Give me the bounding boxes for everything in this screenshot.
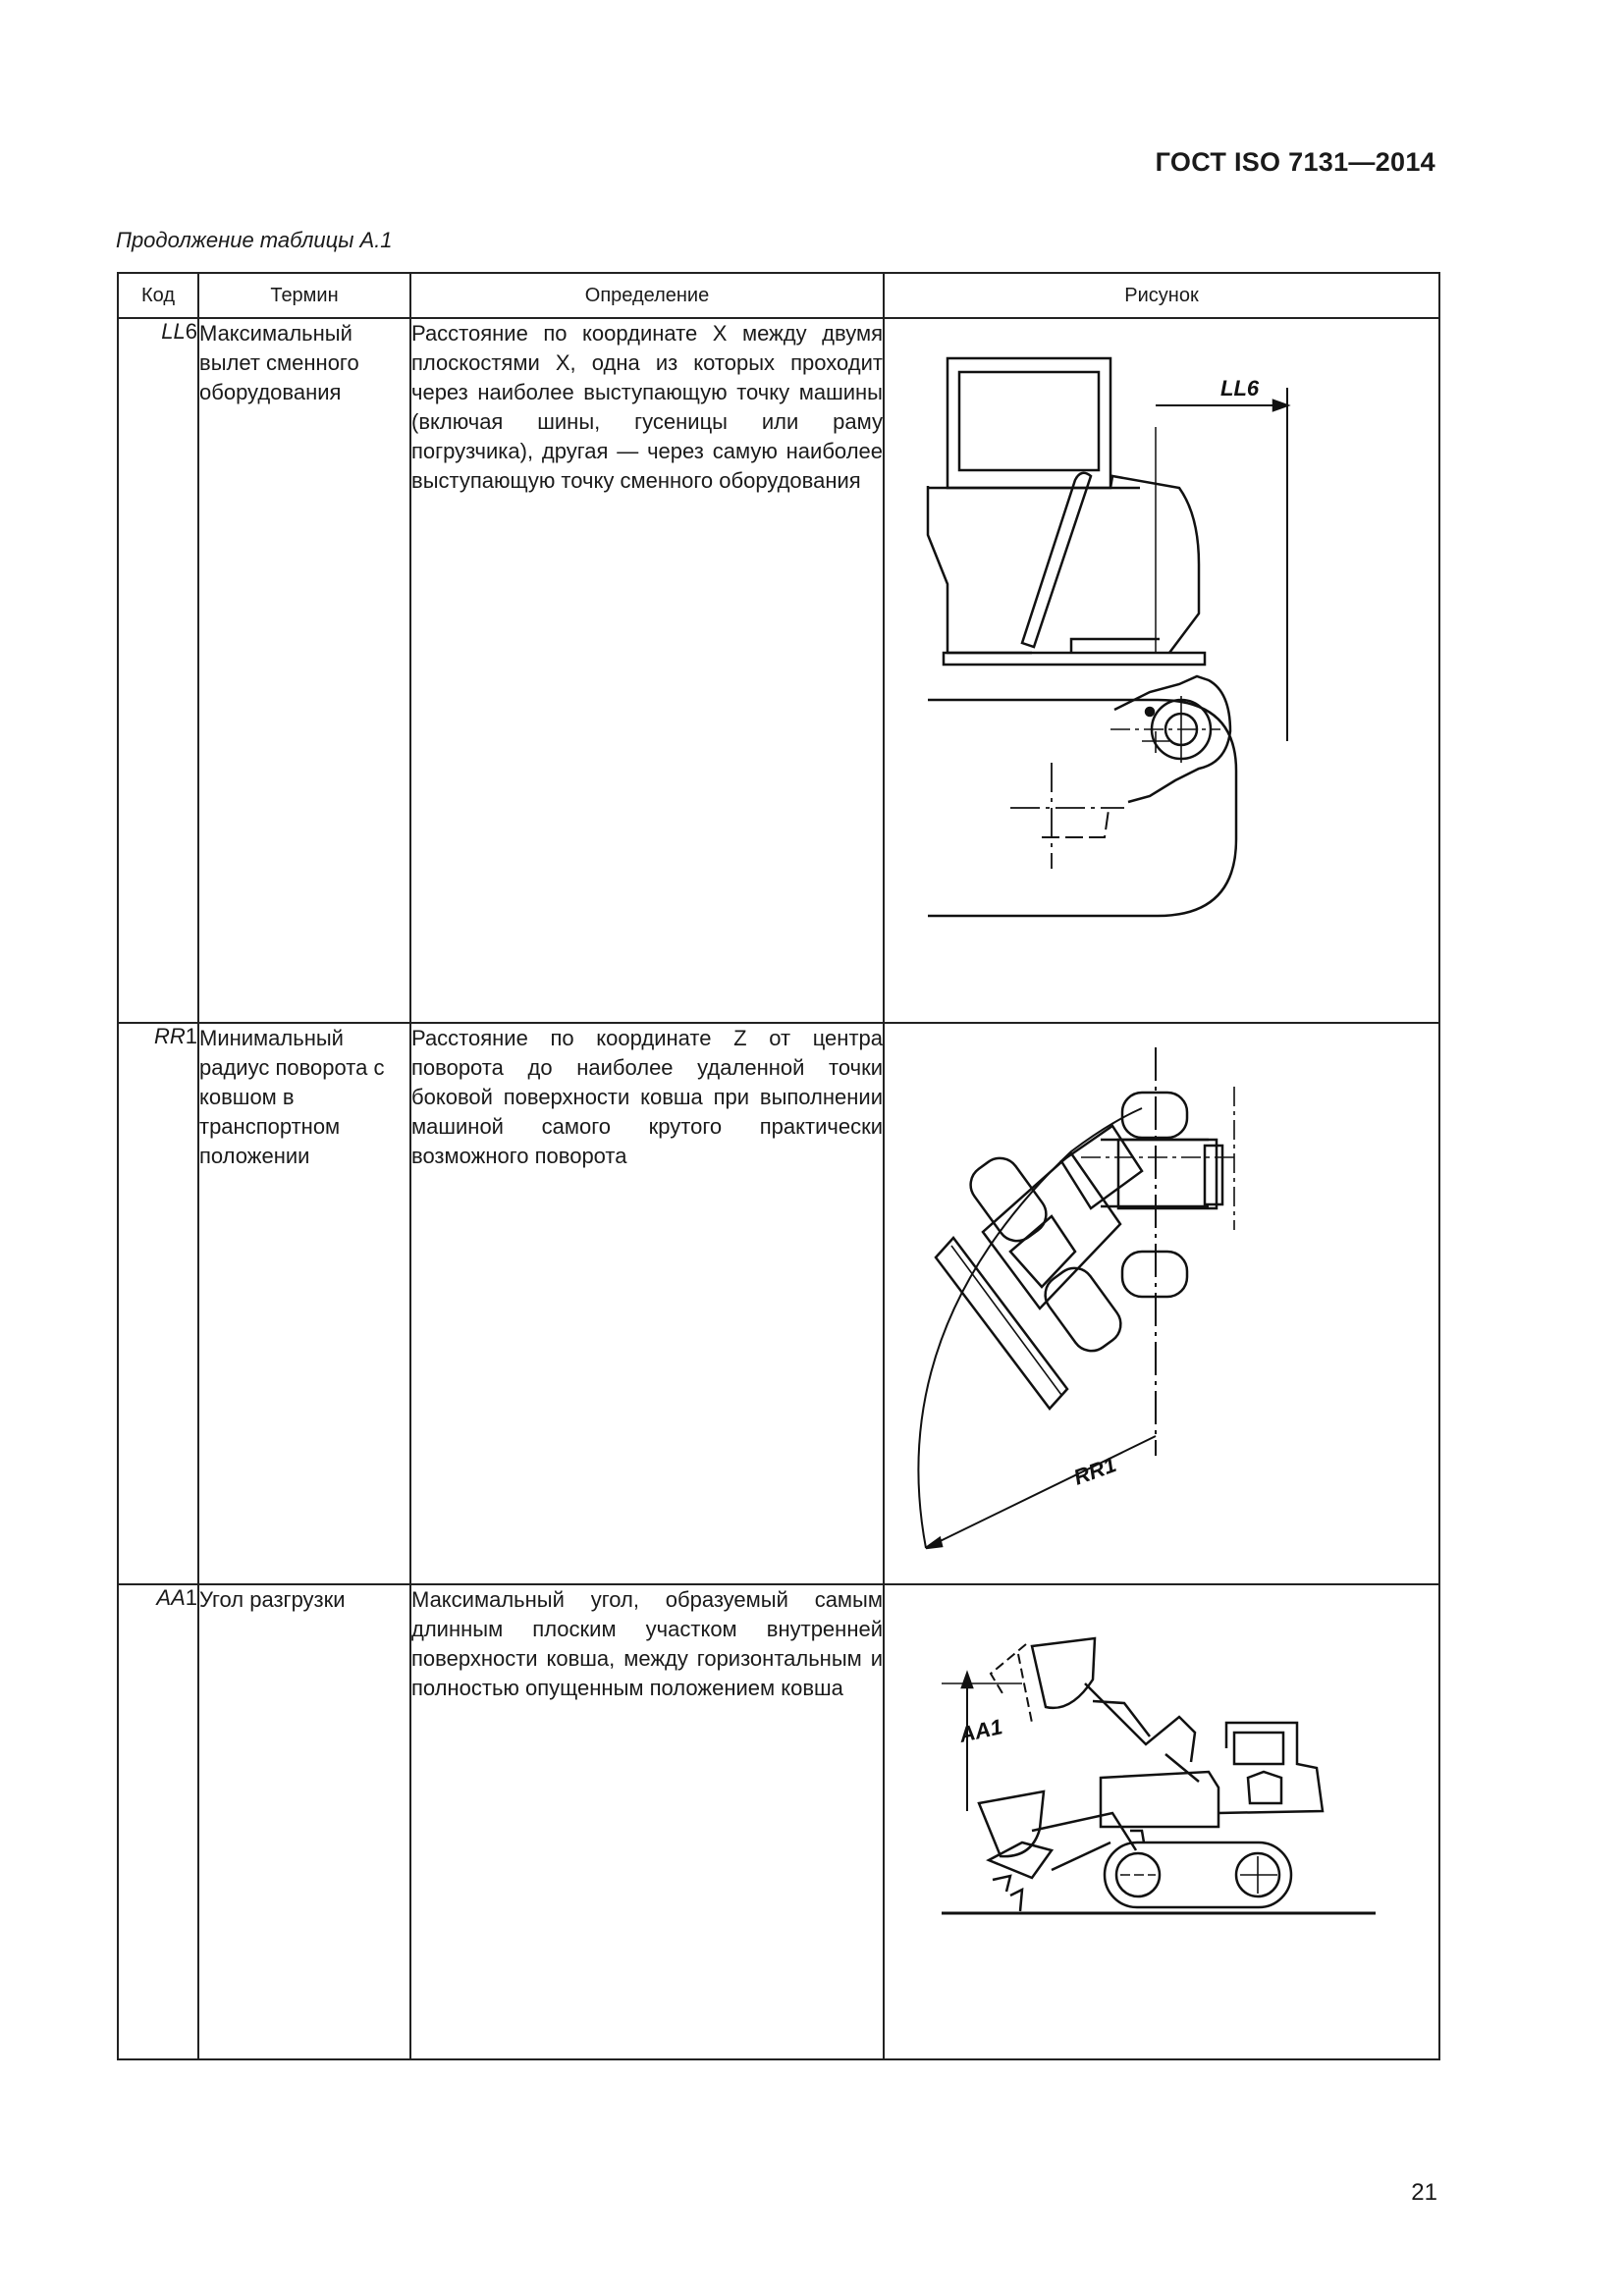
column-header-term: Термин bbox=[198, 273, 410, 318]
table-row bbox=[118, 1584, 1439, 2059]
row-definition: Расстояние по координате X между двумя плоскостями X, одна из которых проходит через наиболее выступающую точку машины (включая шины, гусеницы или раму погрузчика), другая — через самую наиболее выступающую точку сменного оборудования bbox=[410, 318, 884, 1023]
page-number: 21 bbox=[1411, 2179, 1437, 2206]
row-term: Угол разгрузки bbox=[198, 1584, 410, 2059]
row-figure bbox=[884, 318, 1439, 1023]
row-term: Максимальный вылет сменного оборудования bbox=[198, 318, 410, 1023]
figure-turning-radius bbox=[885, 1024, 1438, 1583]
attachment-bracket bbox=[1114, 676, 1230, 802]
column-header-code: Код bbox=[118, 273, 198, 318]
raised-bucket bbox=[1032, 1638, 1095, 1708]
figure-max-reach bbox=[885, 319, 1438, 1022]
cab-outline bbox=[947, 358, 1110, 488]
turning-arc bbox=[918, 1108, 1142, 1548]
table-caption: Продолжение таблицы А.1 bbox=[116, 228, 393, 252]
row-code: LL6 bbox=[118, 318, 198, 1023]
table-row bbox=[118, 1023, 1439, 1584]
dimension-label-rr1: RR1 bbox=[1070, 1452, 1120, 1490]
column-header-definition: Определение bbox=[410, 273, 884, 318]
figure-dump-angle bbox=[885, 1585, 1438, 2058]
front-cab bbox=[983, 1153, 1120, 1308]
front-wheel-top bbox=[963, 1150, 1055, 1249]
dimension-label-aa1: AA1 bbox=[956, 1714, 1005, 1747]
dimension-label-ll6: LL6 bbox=[1220, 376, 1260, 400]
loader-body bbox=[1101, 1772, 1218, 1827]
document-header: ГОСТ ISO 7131—2014 bbox=[1155, 147, 1435, 177]
rear-frame bbox=[1118, 1140, 1217, 1208]
row-term: Минимальный радиус поворота с ковшом в транспортном положении bbox=[198, 1023, 410, 1584]
row-definition: Расстояние по координате Z от центра поворота до наиболее удаленной точки боковой поверхности ковша при выполнении машиной самого крутого практически возможного поворота bbox=[410, 1023, 884, 1584]
bucket bbox=[936, 1238, 1067, 1409]
chassis-plate bbox=[944, 653, 1205, 665]
table-row bbox=[118, 318, 1439, 1023]
row-code: RR1 bbox=[118, 1023, 198, 1584]
row-code: AA1 bbox=[118, 1584, 198, 2059]
row-figure bbox=[884, 1023, 1439, 1584]
column-header-figure: Рисунок bbox=[884, 273, 1439, 318]
cab-window bbox=[959, 372, 1099, 470]
lift-arm bbox=[1022, 473, 1091, 647]
row-definition: Максимальный угол, образуемый самым длинным плоским участком внутренней поверхности ковша, между горизонтальным и полностью опущенным положением ковша bbox=[410, 1584, 884, 2059]
front-wheel-bottom bbox=[1038, 1260, 1129, 1359]
terms-table bbox=[117, 272, 1440, 2060]
table-header-row bbox=[118, 273, 1439, 318]
row-figure bbox=[884, 1584, 1439, 2059]
